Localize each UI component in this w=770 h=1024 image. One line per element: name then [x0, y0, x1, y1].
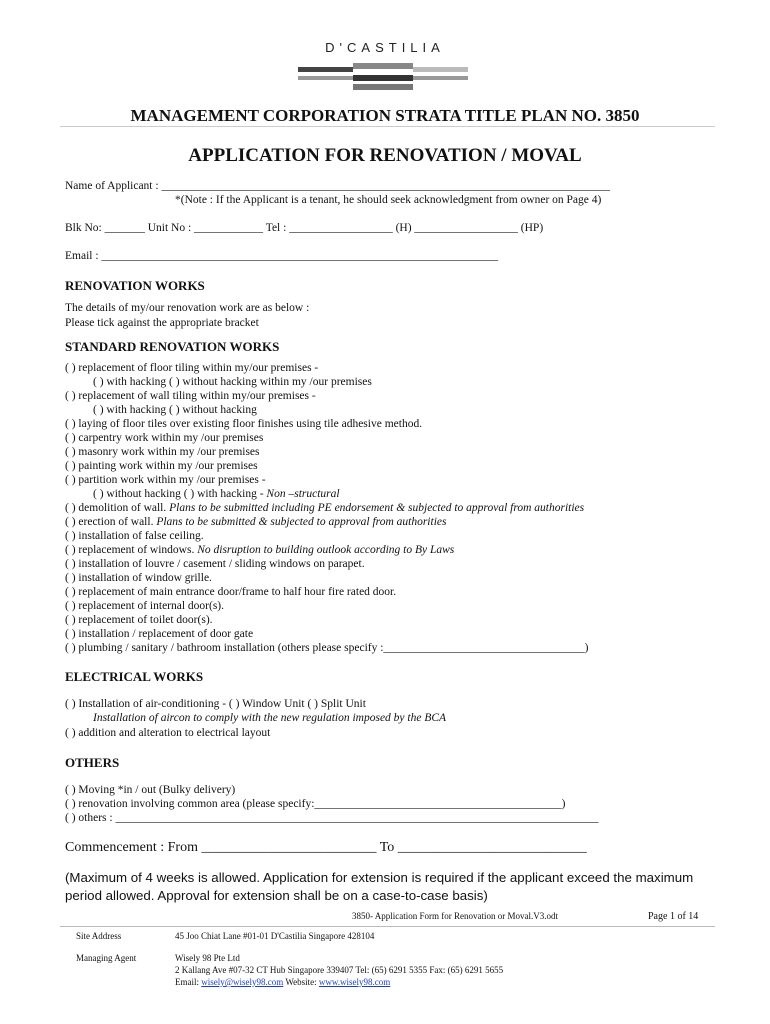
checkbox-door-gate[interactable]: ( ) installation / replacement of door gate [65, 628, 254, 640]
website-link[interactable]: www.wisely98.com [318, 977, 391, 987]
non-structural-note: Non –structural [266, 488, 340, 500]
checkbox-toilet-door[interactable]: ( ) replacement of toilet door(s). [65, 614, 213, 626]
blk-unit-tel-field[interactable]: Blk No: _______ Unit No : ____________ Tel : __________________ (H) __________________ (HP) [65, 222, 544, 234]
checkbox-demolition[interactable] [65, 502, 584, 514]
managing-agent-contact [175, 977, 390, 987]
footer-filename: 3850- Application Form for Renovation or Moval.V3.odt [352, 911, 558, 921]
checkbox-partition-hacking[interactable] [93, 488, 340, 500]
renovation-instruction: Please tick against the appropriate bracket [65, 317, 259, 329]
checkbox-floor-hacking[interactable]: ( ) with hacking ( ) without hacking within my /our premises [93, 376, 372, 388]
checkbox-internal-door[interactable]: ( ) replacement of internal door(s). [65, 600, 225, 612]
checkbox-others[interactable]: ( ) others : ____________________________________________________________________________________ [65, 812, 599, 824]
checkbox-moving[interactable]: ( ) Moving *in / out (Bulky delivery) [65, 784, 236, 796]
renovation-heading: RENOVATION WORKS [65, 278, 205, 293]
checkbox-floor-tiles-overlay[interactable]: ( ) laying of floor tiles over existing floor finishes using tile adhesive method. [65, 418, 423, 430]
managing-agent-label: Managing Agent [76, 953, 137, 963]
checkbox-common-area[interactable]: ( ) renovation involving common area (please specify:___________________________________________) [65, 798, 566, 810]
footer-divider [60, 926, 715, 927]
erection-label: ( ) erection of wall. [65, 516, 157, 528]
checkbox-erection[interactable] [65, 516, 446, 528]
logo-text: D'CASTILIA [325, 40, 445, 55]
checkbox-painting[interactable]: ( ) painting work within my /our premises [65, 460, 258, 472]
managing-agent-name: Wisely 98 Pte Ltd [175, 953, 240, 963]
checkbox-louvre[interactable]: ( ) installation of louvre / casement / sliding windows on parapet. [65, 558, 365, 570]
checkbox-windows[interactable] [65, 544, 454, 556]
demolition-note: Plans to be submitted including PE endorsement & subjected to approval from authorities [169, 502, 585, 514]
checkbox-main-door[interactable]: ( ) replacement of main entrance door/frame to half hour fire rated door. [65, 586, 397, 598]
windows-note: No disruption to building outlook according to By Laws [197, 544, 455, 556]
managing-agent-address: 2 Kallang Ave #07-32 CT Hub Singapore 339407 Tel: (65) 6291 5355 Fax: (65) 6291 5655 [175, 965, 504, 975]
erection-note: Plans to be submitted & subjected to approval from authorities [156, 516, 447, 528]
email-link[interactable]: wisely@wisely98.com [201, 977, 284, 987]
renovation-intro: The details of my/our renovation work are as below : [65, 302, 310, 314]
email-field[interactable]: Email : _____________________________________________________________________ [65, 250, 499, 262]
applicant-name-field[interactable]: Name of Applicant : ______________________________________________________________________________ [65, 180, 610, 192]
checkbox-wall-tiling[interactable]: ( ) replacement of wall tiling within my/our premises - [65, 390, 316, 402]
checkbox-floor-tiling[interactable]: ( ) replacement of floor tiling within my/our premises - [65, 362, 319, 374]
demolition-label: ( ) demolition of wall. [65, 502, 170, 514]
checkbox-false-ceiling[interactable]: ( ) installation of false ceiling. [65, 530, 204, 542]
electrical-heading: ELECTRICAL WORKS [65, 669, 204, 684]
checkbox-window-grille[interactable]: ( ) installation of window grille. [65, 572, 212, 584]
site-address-value: 45 Joo Chiat Lane #01-01 D'Castilia Singapore 428104 [175, 931, 375, 941]
aircon-note: Installation of aircon to comply with the new regulation imposed by the BCA [93, 712, 447, 724]
checkbox-partition[interactable]: ( ) partition work within my /our premises - [65, 474, 266, 486]
email-label: Email: [175, 977, 202, 987]
page-number: Page 1 of 14 [648, 911, 699, 922]
checkbox-aircon[interactable]: ( ) Installation of air-conditioning - ( ) Window Unit ( ) Split Unit [65, 698, 366, 710]
standard-heading: STANDARD RENOVATION WORKS [65, 339, 280, 354]
commencement-field[interactable]: Commencement : From _________________________ To ___________________________ [65, 840, 587, 855]
form-title: APPLICATION FOR RENOVATION / MOVAL [188, 145, 582, 166]
website-label: Website: [283, 977, 319, 987]
others-heading: OTHERS [65, 755, 120, 770]
checkbox-electrical-layout[interactable]: ( ) addition and alteration to electrical layout [65, 727, 271, 739]
partition-options: ( ) without hacking ( ) with hacking - [93, 488, 267, 500]
checkbox-wall-hacking[interactable]: ( ) with hacking ( ) without hacking [93, 404, 257, 416]
windows-label: ( ) replacement of windows. [65, 544, 198, 556]
org-title: MANAGEMENT CORPORATION STRATA TITLE PLAN NO. 3850 [130, 106, 640, 125]
header-divider [60, 126, 715, 127]
extension-note: (Maximum of 4 weeks is allowed. Application for extension is required if the applicant exceed the maximum period allowed. Approval for extension shall be on a case-to-case basis) [65, 870, 694, 903]
checkbox-plumbing[interactable]: ( ) plumbing / sanitary / bathroom installation (others please specify :___________________________________) [65, 642, 589, 654]
checkbox-masonry[interactable]: ( ) masonry work within my /our premises [65, 446, 260, 458]
checkbox-carpentry[interactable]: ( ) carpentry work within my /our premises [65, 432, 264, 444]
applicant-note: *(Note : If the Applicant is a tenant, he should seek acknowledgment from owner on Page 4) [175, 194, 602, 206]
logo-bars-icon [298, 63, 468, 91]
site-address-label: Site Address [76, 931, 122, 941]
